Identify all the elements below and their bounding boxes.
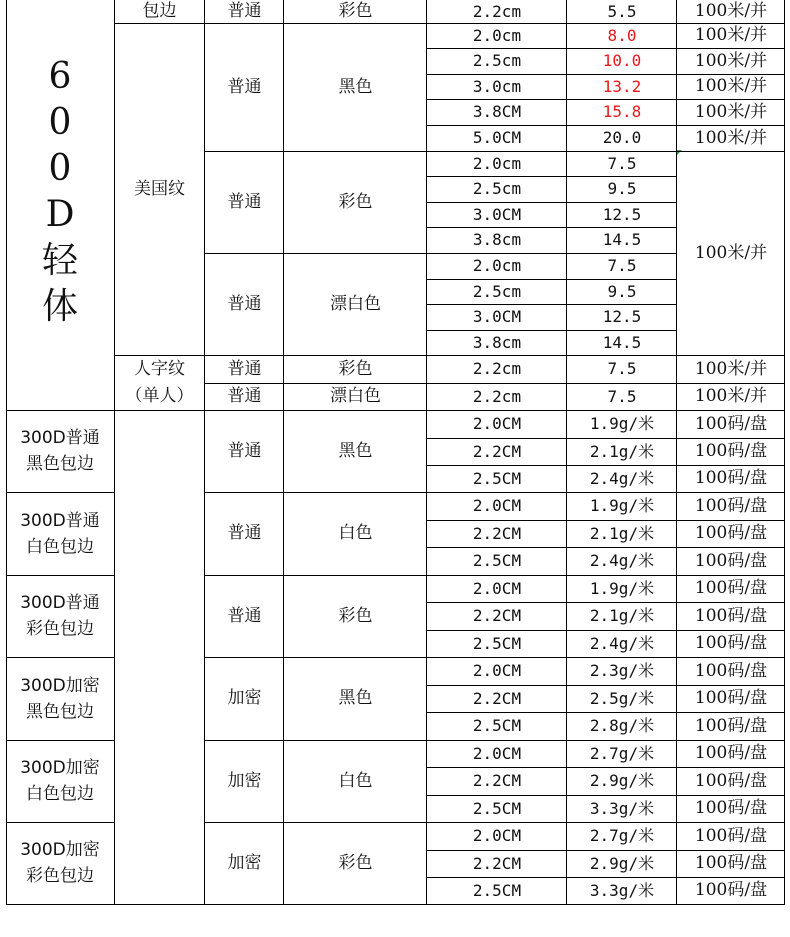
american-black-price: 20.0	[602, 128, 642, 148]
row-weight: 2.4g/米	[589, 633, 655, 653]
american-colored-price: 7.5	[607, 153, 637, 173]
row-size: 2.2CM	[472, 688, 522, 708]
herringbone-size: 2.2cm	[472, 386, 522, 406]
row-weight: 2.4g/米	[589, 551, 655, 571]
row-unit: 100码/盘	[694, 880, 768, 901]
herringbone-unit: 100米/并	[694, 386, 768, 407]
group-type: 普通	[227, 440, 262, 461]
category-line-2: 彩色包边	[26, 619, 94, 639]
group-color: 彩色	[338, 605, 373, 626]
row-unit: 100码/盘	[694, 413, 768, 434]
american-black-price: 13.2	[602, 76, 642, 96]
grid-line	[204, 0, 205, 904]
grid-line	[427, 48, 785, 49]
herringbone-color: 漂白色	[330, 386, 381, 407]
category-line-2: 白色包边	[26, 784, 94, 804]
grid-line	[427, 520, 785, 521]
label-char: 体	[41, 285, 78, 327]
american-bleached-price: 9.5	[607, 281, 637, 301]
row-size: 2.2CM	[472, 523, 522, 543]
row-weight: 2.8g/米	[589, 716, 655, 736]
grid-line	[6, 904, 785, 905]
american-colored-price: 9.5	[607, 179, 637, 199]
row-unit: 100码/盘	[694, 495, 768, 516]
label-char: 轻	[41, 239, 78, 281]
american-colored-size: 3.0CM	[472, 204, 522, 224]
row-size: 2.5CM	[472, 798, 522, 818]
american-black-size: 2.0cm	[472, 25, 522, 45]
american-bleached-size: 2.0cm	[472, 256, 522, 276]
american-colored-color: 彩色	[338, 191, 373, 212]
row-weight: 1.9g/米	[589, 414, 655, 434]
american-colored-size: 3.8cm	[472, 230, 522, 250]
row-size: 2.5CM	[472, 468, 522, 488]
row-size: 2.0CM	[472, 743, 522, 763]
row-unit: 100码/盘	[694, 578, 768, 599]
category-line-2: 彩色包边	[26, 866, 94, 886]
label-char: 0	[48, 147, 72, 189]
binding-edge-price: 5.5	[607, 1, 637, 21]
binding-edge-unit: 100米/并	[694, 1, 768, 22]
american-colored-size: 2.0cm	[472, 153, 522, 173]
american-black-size: 3.0cm	[472, 76, 522, 96]
grid-line	[427, 304, 677, 305]
grid-line	[427, 202, 677, 203]
label-char: 6	[48, 55, 72, 97]
grid-line	[6, 410, 785, 411]
row-size: 2.0CM	[472, 414, 522, 434]
herringbone-unit: 100米/并	[694, 358, 768, 379]
grid-line	[427, 125, 785, 126]
row-size: 2.0CM	[472, 496, 522, 516]
american-black-size: 3.8CM	[472, 102, 522, 122]
herringbone-price: 7.5	[607, 386, 637, 406]
category-line-1: 300D加密	[20, 840, 100, 860]
grid-line	[427, 767, 785, 768]
row-weight: 2.7g/米	[589, 826, 655, 846]
row-size: 2.0CM	[472, 826, 522, 846]
row-unit: 100码/盘	[694, 523, 768, 544]
grid-line	[205, 575, 785, 576]
american-bleached-price: 7.5	[607, 256, 637, 276]
row-unit: 100码/盘	[694, 660, 768, 681]
binding-edge-type: 普通	[227, 1, 262, 22]
grid-line	[427, 685, 785, 686]
grid-line	[283, 0, 284, 904]
row-weight: 2.3g/米	[589, 661, 655, 681]
grid-line	[6, 657, 114, 658]
grid-line	[114, 23, 785, 24]
american-black-unit: 100米/并	[694, 25, 768, 46]
grid-line	[205, 492, 785, 493]
american-black-unit: 100米/并	[694, 127, 768, 148]
grid-line	[205, 657, 785, 658]
grid-line	[6, 740, 114, 741]
group-type: 加密	[227, 688, 262, 709]
american-bleached-price: 14.5	[602, 332, 642, 352]
american-black-unit: 100米/并	[694, 101, 768, 122]
grid-line	[205, 383, 785, 384]
row-size: 2.0CM	[472, 661, 522, 681]
category-line-2: 白色包边	[26, 536, 94, 557]
grid-line	[205, 740, 785, 741]
group-type: 加密	[227, 770, 262, 791]
category-line-2: 黑色包边	[26, 701, 94, 722]
row-weight: 2.1g/米	[589, 606, 655, 626]
grid-line	[427, 712, 785, 713]
group-color: 白色	[338, 523, 373, 544]
row-unit: 100码/盘	[694, 550, 768, 571]
grid-line	[566, 0, 567, 904]
grid-line	[427, 877, 785, 878]
grid-line	[784, 0, 785, 904]
group-color: 彩色	[338, 852, 373, 873]
american-bleached-size: 3.0CM	[472, 307, 522, 327]
group-type: 普通	[227, 523, 262, 544]
american-bleached-color: 漂白色	[330, 293, 381, 314]
category-line-1: 300D加密	[20, 758, 100, 778]
grid-line	[6, 822, 114, 823]
category-label	[6, 492, 114, 575]
grid-line	[6, 0, 7, 904]
row-weight: 2.1g/米	[589, 441, 655, 461]
row-weight: 2.4g/米	[589, 468, 655, 488]
row-unit: 100码/盘	[694, 468, 768, 489]
row-size: 2.2CM	[472, 606, 522, 626]
grid-line	[427, 795, 785, 796]
american-colored-price: 14.5	[602, 230, 642, 250]
row-size: 2.5CM	[472, 633, 522, 653]
american-black-size: 2.5cm	[472, 51, 522, 71]
binding-edge-size: 2.2cm	[472, 1, 522, 21]
category-line-1: 300D普通	[20, 510, 100, 531]
herringbone-price: 7.5	[607, 359, 637, 379]
american-colored-price: 12.5	[602, 204, 642, 224]
row-weight: 2.9g/米	[589, 771, 655, 791]
category-line-1: 300D普通	[20, 593, 100, 613]
row-size: 2.2CM	[472, 771, 522, 791]
row-weight: 2.5g/米	[589, 688, 655, 708]
row-unit: 100码/盘	[694, 605, 768, 626]
row-size: 2.2CM	[472, 853, 522, 873]
row-unit: 100码/盘	[694, 770, 768, 791]
row-weight: 3.3g/米	[589, 798, 655, 818]
row-size: 2.5CM	[472, 880, 522, 900]
row-unit: 100码/盘	[694, 798, 768, 819]
label-char: 0	[48, 101, 72, 143]
row-weight: 1.9g/米	[589, 496, 655, 516]
american-bleached-type: 普通	[227, 293, 262, 314]
grid-line	[205, 822, 785, 823]
row-unit: 100码/盘	[694, 825, 768, 846]
grid-line	[205, 151, 785, 152]
grid-line	[6, 575, 114, 576]
row-unit: 100码/盘	[694, 441, 768, 462]
grid-line	[205, 253, 677, 254]
category-line-1: 300D普通	[20, 428, 100, 448]
american-shared-unit: 100米/并	[694, 242, 768, 263]
grid-line	[6, 492, 114, 493]
group-type: 普通	[227, 605, 262, 626]
product-600d-label	[6, 0, 114, 383]
grid-line	[427, 330, 677, 331]
row-weight: 1.9g/米	[589, 578, 655, 598]
row-size: 2.5CM	[472, 551, 522, 571]
american-black-price: 8.0	[607, 25, 637, 45]
row-weight: 2.1g/米	[589, 523, 655, 543]
row-unit: 100码/盘	[694, 743, 768, 764]
group-color: 黑色	[338, 440, 373, 461]
american-black-unit: 100米/并	[694, 50, 768, 71]
herringbone-subname: （单人）	[125, 386, 194, 407]
grid-line	[427, 74, 785, 75]
category-label	[6, 410, 114, 492]
grid-line	[427, 602, 785, 603]
grid-line	[427, 279, 677, 280]
american-bleached-size: 3.8cm	[472, 332, 522, 352]
herringbone-type: 普通	[227, 386, 262, 407]
category-line-2: 黑色包边	[26, 454, 94, 474]
american-black-color: 黑色	[338, 76, 373, 97]
binding-edge-name: 包边	[142, 1, 177, 22]
herringbone-color: 彩色	[338, 358, 373, 379]
american-black-size: 5.0CM	[472, 128, 522, 148]
herringbone-name: 人字纹	[134, 358, 185, 379]
grid-line	[426, 0, 427, 904]
grid-line	[427, 438, 785, 439]
american-black-price: 15.8	[602, 102, 642, 122]
row-weight: 2.7g/米	[589, 743, 655, 763]
row-weight: 2.9g/米	[589, 853, 655, 873]
category-label	[6, 740, 114, 822]
category-label	[6, 657, 114, 740]
row-unit: 100码/盘	[694, 688, 768, 709]
row-size: 2.5CM	[472, 716, 522, 736]
herringbone-type: 普通	[227, 358, 262, 379]
american-bleached-size: 2.5cm	[472, 281, 522, 301]
american-bleached-price: 12.5	[602, 307, 642, 327]
grid-line	[427, 465, 785, 466]
grid-line	[427, 630, 785, 631]
grid-line	[427, 176, 677, 177]
american-black-unit: 100米/并	[694, 76, 768, 97]
row-unit: 100码/盘	[694, 853, 768, 874]
label-char: D	[45, 193, 75, 235]
category-line-1: 300D加密	[20, 675, 100, 696]
row-weight: 3.3g/米	[589, 880, 655, 900]
grid-line	[427, 99, 785, 100]
row-unit: 100码/盘	[694, 633, 768, 654]
american-colored-size: 2.5cm	[472, 179, 522, 199]
row-size: 2.0CM	[472, 578, 522, 598]
grid-line	[427, 227, 677, 228]
category-label	[6, 575, 114, 657]
grid-line	[427, 850, 785, 851]
american-colored-type: 普通	[227, 191, 262, 212]
row-size: 2.2CM	[472, 441, 522, 461]
grid-line	[676, 0, 677, 904]
binding-edge-color: 彩色	[338, 1, 373, 22]
category-label	[6, 822, 114, 904]
american-black-price: 10.0	[602, 51, 642, 71]
group-type: 加密	[227, 852, 262, 873]
group-color: 黑色	[338, 688, 373, 709]
grid-line	[427, 547, 785, 548]
american-black-type: 普通	[227, 76, 262, 97]
group-color: 白色	[338, 770, 373, 791]
row-unit: 100码/盘	[694, 715, 768, 736]
grid-line	[114, 0, 115, 904]
american-pattern-name: 美国纹	[134, 178, 185, 199]
herringbone-size: 2.2cm	[472, 359, 522, 379]
grid-line	[114, 355, 785, 356]
